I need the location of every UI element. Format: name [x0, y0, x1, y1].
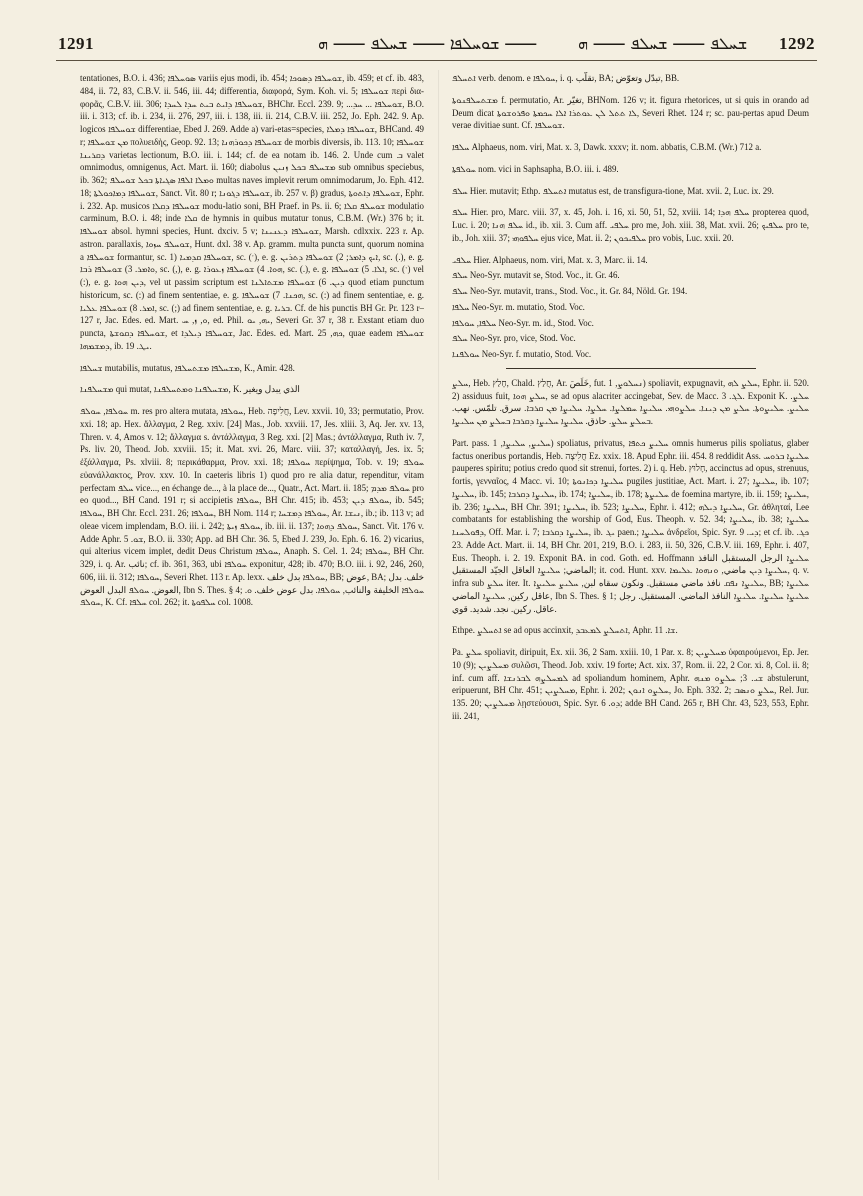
entry-alphaeus: ܚܠܦܐ Alphaeus, nom. viri, Mat. x. 3, Dawk. xxxv; it. nom. abbatis, C.B.M. (Wr.) 712 a. — [452, 142, 762, 152]
entry-neo-syr-pro: ܚܠܦ Neo-Syr. pro, vice, Stod. Voc. — [452, 333, 576, 344]
entry-neo-syr-mutavit-se: ܚܠܦ Neo-Syr. mutavit se, Stod. Voc., it. Gr. 46. — [452, 270, 620, 281]
left-page-number: 1291 — [58, 34, 94, 53]
left-column — [80, 72, 424, 1182]
entry-ethpe: Ethpe. ܐܬܚܠܨ se ad opus accinxit, ܐܬܚܠܨ ܠܡܥܒܕ, Aphr. ܫܐ. 11. — [452, 625, 678, 636]
entry-hier-pro: ܚܠܦ Hier. pro, Marc. viii. 37, x. 45, Joh. i. 16, xi. 50, 51, 52, xviii. 14; ܚܠܦ ܗܕܐ propterea quod, Luc. i. 20; ܚܠܦ ܗܢܐ id., ib. xii. 3. Cum aff. ܚܠܦܝ pro me, Joh. xiii. 38, Mat. xvii. 26; ܚܠܦܝܟ pro te, ib., Joh. xiii. 37; ܚܠܦܘܗܝ ejus vice, Mat. ii. 2; ܚܠܦܝܟܘܢ pro vobis, Luc. xxii. 20. — [452, 207, 809, 243]
section-separator — [506, 368, 756, 369]
entry-shuhlafa-continued: tentationes, B.O. i. 436; ܣܘܚܠܦܐ variis ejus modi, ib. 454; ܫܘܚܠܦܐ ܕܣܘܟܐ, ib. 459; et cf. ib. 483, 484, ii. 72, 83, C.B.V. ii. 546, iii. 44; differentia, διαφορά, Sym. Koh. vi. 5; ܫܘܚܠܦܐ περὶ δια-φορᾶς, C.B.V. iii. 306; ܫܘܚܠܦܐ ܕܐܝܬ ܒܝܬ ܚܕܐ ܠܚܕܐ, BHChr. Eccl. 239. 9; ...ܫܘܚܠܦܐ ... ܚܕ, B.O. iii. i. 313; cf. ib. i. 234, ii. 276, 297, iii. i. 138, iii. ii. 214, C.B.V. iii. 252, Jo. Eph. 242. 9. Ap. logicos ܫܘܚܠܦܐ differentiae, Ebed J. 269. Adde a) vari-etas=species, ܫܘܚܠܦܐ ܕܡܠܐ, BHCand. 49 r; ܡܢ ܫܘܚܠܦܐ πολυειδὴς, Geop. 92. 13; ܫܘܚܠܦܐ ܕܟܘܪܗܢܐ de morbis diversis, ib. 113. 10; ܫܘܚܠܦܐ ܕܩܪܝܢܐ varietas lectionum, B.O. iii. i. 144; cf. de ea notam ib. 146. 2. Unde cum ܒ valet omnimodus, omnigenus, Act. Mart. ii. 160; diabolus ܡܫܚܠܦ ܒܟܠ ܙܢܝܢ sub omnibus speciebus, ib. 362; ܘܡܠܐ ܐܠܦܐ ܣܓܝܐܬܐ ܒܟܠ ܫܘܚܠܦ multas naves implevit rerum omnimodarum, Jo. Eph. 412. 18; ܫܘܚܠܦܐ ܕܡܐܟܘܠܬܐ, Sanct. Vit. 80 r; ܫܘܚܠܦܐ ܕܓܘܢܐ, ib. 257 v. β) gradus, ܫܘܚܠܦܐ ܕܐܬܘܬܐ, Ephr. i. 232. Ap. musicos ܫܘܚܠܦܐ ܕܩܠܐ modu-latio soni, BH Praef. in Ps. ii. 6; ܫܘܚܠܦ ܩܠܐ modulatio carminum, B.O. i. 48; inde ܩܠܐ de hymnis in quibus mutatur tonus, C.B.M. (Wr.) 376 b; it. ܫܘܚܠܦܐ absol. hymni species, Hunt. dxciv. 5 v; ܫܘܚܠܦܐ ܕܥܢܝܢܐ, Marsh. cdlxxix. 223 r. Ap. astron. parallaxis, ܫܘܚܠܦ ܚܙܘܐ, Hunt. dxl. 38 v. Ap. gramm. multa puncta sunt, quorum nomina a ܫܘܚܠܦܐ formantur, sc. 1) ܫܘܚܠܦܐ ܩܕܡܝܐ, sc. (ˑ), e. g. ܐܝܟ ܕܐܡܪ; 2) ܫܘܚܠܦܐ ܕܬܪܝܢ, sc. (.), e. g. ܘܐܡܪ. 3) ܫܘܚܠܦܐ ܪܒܐ, sc. (,), e. g. ܗܘܐ. 4) ܫܘܚܠܦܐ ܙܥܘܪܐ, sc. (.), e. g. ܐܠܐ. 5) ܫܘܚܠܦܐ, sc. (ˑ) vel (:), e. g. ܕܝܢ ܗܘܐ, vel ut passim scriptum est ܕܝܢ. 6) ܫܘܚܠܦܐ ܡܫܬܐܠܢܐ quod etiam punctum historicum, sc. (:) ad finem sententiae, e. g. ܗܟܢܐ. 7) ܫܘܚܠܦܐ, sc. (:) ad finem sententiae, e. g. ܐܡܪ. 8) ܫܘܚܠܦܐ ܥܠܝܐ, sc. (;) ad finem sententiae, e. g. ܒܪܝܐ. Cf. de his punctis BH Gr. Pr. 123 r–127 r, Jac. Edes. ed. Mart. ܘ, ܙ, ܚ, ed. Phil. ܝܗ, ܝܘ, Severi Gr. 37 r, 38 r. Exstant etiam duo puncta, ܫܘܚܠܦܐ ܕܩܘܫܬܐ, et ܫܘܚܠܦܐ ܕܝܠܕܐ, Jac. Edes. ed. Mart. ܟܗ, 25, quae eadem ܫܘܚܠܦܐ ܕܡܫܡܗܐ, ib. ܝܛ. 19. — [80, 73, 424, 351]
column-gutter — [438, 70, 439, 1180]
entry-hier-alphaeus: ܚܠܦܝ Hier. Alphaeus, nom. viri, Mat. x. 3, Marc. ii. 14. — [452, 254, 648, 265]
header-rule — [56, 60, 817, 61]
right-column — [452, 72, 809, 1182]
entry-mshahlfana: ܡܫܚܠܦܢܐ qui mutat, ܡܫܚܠܦܢܐ ܘܡܬܚܠܦܢܐ, K. الذي يبدل ويغير — [80, 384, 300, 395]
entry-hulafta-vicus: ܚܘܠܦܬܐ nom. vici in Saphsapha, B.O. iii. i. 489. — [452, 163, 619, 174]
entry-neo-syr-f-mutatio: ܚܘܠܦܢܐ Neo-Syr. f. mutatio, Stod. Voc. — [452, 349, 592, 359]
entry-neo-syr-id: ܚܠܦܐ, ܚܘܠܦܐ Neo-Syr. m. id., Stod. Voc. — [452, 317, 594, 328]
entry-neo-syr-mutatio: ܚܠܦܐ Neo-Syr. m. mutatio, Stod. Voc. — [452, 301, 585, 312]
entry-hier-mutavit: ܚܠܦ Hier. mutavit; Ethp. ܐܬܚܠܦ mutatus est, de transfigura-tione, Mat. xvii. 2, Luc. ix. 29. — [452, 185, 774, 196]
entry-halas: ܚܠܨ, Heb. חָלַץ, Chald. חֲלַץ, Ar. خَلَصَ, fut. ܢܚܠܘܨ, 1) spoliavit, expugnavit, ܚܠܨ ܠܗ, Ephr. ii. 520. 2) assiduus fuit, ܚܠܨ ܗܘܐ, se ad opus alacriter accingebat, Sev. de Macc. ܠܓ. 3. Exponit K. ܚܠܨ. ܚܠܝܨ. ܚܠܝܨܘܬܐ. ܚܠܨ ܡܢ ܕܝܢܐ. ܚܠܨܘܗܝ. ܚܠܝܨܐ ܚܡܠܨܐ. ܚܠܨܐ. ܚܠܝܨܐ ܡܢ ܩܪܒܐ. سرق. تلمّس. نهب. ܒܚܠܨ ܚܠܨ. حاذق. ܚܠܝܨܐ ܚܠܝܨܐ ܕܩܪܒܐ ܒܚܠܨ ܡܢ ܚܠܝܨܐ. — [452, 377, 809, 426]
right-page-number: 1292 — [779, 34, 815, 53]
entry-hulafa: ܚܘܠܦܐ, ܚܘܠܦ m. res pro altera mutata, ܚܘܠܦܐ, Heb. חֲלִיפָה, Lev. xxvii. 10, 33; permutatio, Prov. xxi. 18; ap. Hex. ἄλλαγμα, 2 Reg. xxiv. [24] Mas., Job. xxviii. 17, Jes. xliii. 3, Aq. Jer. xv. 13, Thren. v. 4, Amos v. 12; ἄλλαγμα s. ἀντάλλαγμα, 3 Reg. xxi. [2] Mas.; ἀντάλλαγμα, Ruth iv. 7, Ps. liv. 20, Theod. Job. xxviii. 15; it. Mat. xvi. 26, Marc. viii. 37; καταλλαγή, Jes. ix. 5; ἐξάλλαγμα, Ps. xlviii. 8; περικάθαρμα, Prov. xxi. 18; ܚܘܠܦܐ περίψημα, Tob. v. 19; ܚܘܠܦ εὐανάλλακτος, Prov. xxv. 10. In caeteris libris 1) quod pro re alia datur, rependitur, vitam perfectam ܚܠܦ vice..., en échange de..., à la place de..., Quatr., Act. Mart. ii. 185; ܚܘܠܦ ܡܕܡ pro eo quod..., BH Cand. 191 r; si accipietis ܚܘܠܦܐ, BH Chr. 415; ib. 453; ܚܘܠܦ ܕܝܢ, ib. 545; ܚܘܠܦܐ, BH Chr. Eccl. 231. 26; ܚܘܠܦܐ, BH Nom. 114 r; ܚܘܠܦܐ ܕܡܫܚܐ, Ar. ܢܝܫܐ, ib.; ib. 113 v; ad oleae vicem implendam, B.O. iii. i. 242; ܚܘܠܦ ܙܝܬܐ, ib. iii. ii. 137; ܚܘܠܦ ܕܗܘܐ, Sanct. Vit. 176 v. Adde Aphr. ܫܘ. 5, B.O. ii. 330; App. ad BH Chr. 36. 5, Ebed J. 239, Jo. Eph. 6. 16. 2) vicarius, qui alterius vicem implet, dedit Deus Christum ܚܘܠܦܐ, Anaph. S. Cel. 1. 24; ܚܘܠܦܐ, BH Chr. 329, i. q. Ar. نائب; cf. ib. 361, 363, ubi ܚܘܠܦܐ exponitur, 428; ib. 470; B.O. iii. i. 92, 246, 260, 606, iii. ii. 312; ܚܘܠܦܐ, Severi Rhet. 113 r. Ap. lexx. ܚܘܠܦܐ بدل خلف, BB; عوض, BA; خلف. بدل العوض. ܚܘܠܦ البدل العوض, Ibn S. Thes. § 4; ܚܘܠܦܐ الخليفة والنائب, ܚܘܠܦܐ. بدل عوض خلف. ܘ. ܚܘܠܦ, K. Cf. ܚܠܦܐ col. 262; it. ܚܠܦܘܬܐ col. 1008. — [80, 406, 424, 608]
entry-shahlafa: ܫܚܠܦܐ mutabilis, mutatus, ܡܫܚܠܦܐ ܡܫܬܚܠܦܐ, K., Amir. 428. — [80, 362, 295, 373]
entry-ethhalaf: ܐܬܚܠܦ verb. denom. e ܚܘܠܦܐ, i. q. تقلّب, BA; تبدّل وتعوّض, BB. — [452, 73, 680, 83]
entry-neo-syr-mutavit: ܚܠܦ Neo-Syr. mutavit, trans., Stod. Voc., it. Gr. 84, Nöld. Gr. 194. — [452, 286, 688, 296]
page-header — [58, 28, 815, 58]
entry-mshthhalfanutha: ܡܫܬܚܠܦܢܘܬܐ f. permutatio, Ar. تغيّر, BHNom. 126 v; it. figura rhetorices, ut si quis in orando ad Deum dicat ܠܐ ܬܬܠ ܠܢ ܥܘܬܪܐ ܐܠܐ ܚܟܡܬܐ ܘܦܪܘܫܘܬܐ, Severi Rhet. 124 r; sc. pau-pertas apud Deum verae divitiae sunt. Cf. ܫܘܚܠܦܐ. — [452, 94, 809, 131]
entry-pa-spoliavit: Pa. ܚܠܨ spoliavit, diripuit, Ex. xii. 36, 2 Sam. xxiii. 10, 1 Par. x. 8; ܡܚܠܨܝܢ ὑφαιρούμενοι, Ep. Jer. 10 (9); ܡܚܠܨܝܢ συλῶσι, Theod. Job. xxiv. 19 forte; Act. xix. 37, Rom. ii. 22, 2 Cor. xi. 8, Col. ii. 8; inf. cum aff. ܠܡܚܠܨܗ ܠܒܪܢܫܐ ad spoliandum hominem, Aphr. ܫܝ. 3; ܚܠܨܘ ܡܢܗ abstulerunt, eripuerunt, BH Chr. 451; ܡܚܠܨܝܢ, Ephr. i. 202; ܚܠܨܘ ܐܢܘܢ, Jo. Eph. 332. 2; ܚܠܨ ܘܢܣܒ, Rel. Jur. 135. 20; ܡܚܠܨܝܢ λῃστεύουσι, Spic. Syr. ܕܘ. 6; adde BH Cand. 265 r, BH Chr. 43, 523, 553, Ephr. iii. 241, — [452, 647, 809, 721]
left-running-head: ⸺ ܫܘܚܠܦܐ ⸺ ܫܚܠܦ ⸺ ܗ — [318, 34, 537, 53]
right-running-head: ܫܚܠܦ ⸺ ܫܚܠܦ ⸺ ܗ — [578, 34, 748, 53]
entry-part-pass: Part. pass. ܚܠܝܨ, ܚܠܝܨܐ, 1) spoliatus, privatus, ܚܠܝܨ ܟܬܦܐ omnis humerus pilis spoliatus, glaber factus oneribus portandis, Heb. חֲלִיצָה Ez. xxix. 18. Apud Ephr. iii. 454. 8 reddidit Ass. ܚܠܝܨܐ ܒܪܘܚ pauperes spiritu; potius credo quod sit strenui, fortes. 2) i. q. Heb. חָלוּץ, accinctus ad opus, strenuus, fortis, γενναῖος, 4 Macc. vi. 10; ܚܠܝܨܐ ܕܟܐܢܘܬܐ pugiles justitiae, Act. Mart. i. 27; ܚܠܝܨܐ, ib. 107; ܚܠܝܨܐ, ib. 145; ܚܠܝܨܐ ܕܩܪܒܐ, ib. 174; ܚܠܝܨܐ, ib. 178; ܚܠܝܨܬܐ de foemina martyre, ib. ii. 159; ܚܠܝܨܐ, ib. 236; ܚܠܝܨܐ, BH Chr. 391; ܚܠܝܨܐ, ib. 523; ܚܠܝܨܐ, Ephr. i. 412; ܚܠܝܨܐ ܕܝܠܗ, Gr. ἀθληταί, Lee combatants for establishing the worship of God, Eus. Theoph. v. 52. 34; ܚܠܝܨܐ, ib. 38; ܚܠܝܨܐ ܕܦܘܠܚܢܐ, Off. Mar. i. 7; ܚܠܝܨܐ ܕܩܪܒܐ, ib. ܝܓ paen.; ܚܠܝܨܐ ἀνδρεῖοι, Spic. Syr. ܕܝ. 9; et cf. ib. ܟܓ. 23. Adde Act. Mart. ii. 14, BH Chr. 201, 219, B.O. i. 283, ii. 50, 326, C.B.V. iii. 169, Ephr. i. 407, Eus. Theoph. i. 2. 19. Exponit BA. in cod. Goth. ed. Hoffmann ܚܠܝܨܐ الرجل المستقبل النافذ الماضي; ܚܠܝܨܐ العاقل الجيّد المستقبل; it. cod. Hunt. xxv. ܚܠܝܨܐ ܕܝܢ ماضي, ܘܢܗܘܐ ܥܠܝܡܐ, q. v. infra sub ܚܠܨ iter. It. ܚܠܝܨܐ ܢܦܩ نافذ ماضي مستقبل. ونكون سقاه لبن, ܚܠܝܨ ܚܠܝܨܐ, BB; ܚܠܝܨܐ عاقل ركين, ܚܠܝܨܐ الماضي, Ibn S. Thes. § 1; ܚܠܝܨܐ ܚܠܝܨܐ. ܚܠܝܨܐ النافذ الماضي. المستقبل. رجل عاقل. ركين. نجد. شديد. قوي. — [452, 437, 809, 614]
